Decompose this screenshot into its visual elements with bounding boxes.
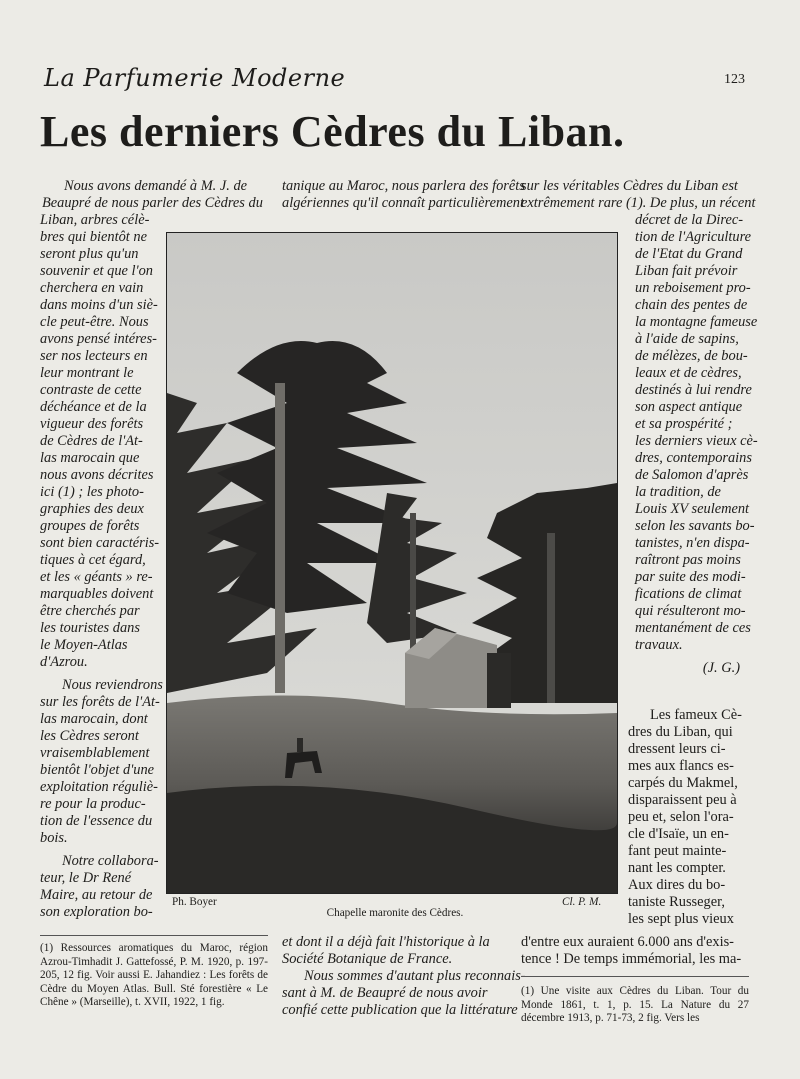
text-line: d'Azrou. [40,654,88,670]
text-line: de mélèzes, de bou- [635,348,748,364]
text-line: d'entre eux auraient 6.000 ans d'exis- [521,934,734,950]
text-line: confié cette publication que la littérature [282,1002,518,1018]
text-line: sur les forêts de l'At- [40,694,160,710]
text-line: souvenir et que l'on [40,263,153,279]
text-line: sur les véritables Cèdres du Liban est [521,178,738,194]
article-title: Les derniers Cèdres du Liban. [40,107,625,156]
text-line: Liban fait prévoir [635,263,738,279]
text-line: tiques à cet égard, [40,552,146,568]
text-line: contraste de cette [40,382,142,398]
text-line: tion de l'Agriculture [635,229,752,245]
text-line: la tradition, de [635,484,721,500]
page-number: 123 [724,72,745,87]
text-line: bientôt l'objet d'une [40,762,155,778]
text-line: la montagne fameuse [635,314,758,330]
footnote-rule [521,976,749,977]
text-line: Notre collabora- [62,853,159,869]
text-line: le Moyen-Atlas [40,637,128,653]
text-line: las marocain, dont [40,711,148,727]
text-line: las marocain que [40,450,140,466]
text-line: et dont il a déjà fait l'historique à la [282,934,490,950]
text-line: bois. [40,830,68,846]
text-line: les Cèdres seront [40,728,139,744]
text-line: Louis XV seulement [635,501,750,517]
text-line: nant les compter. [628,860,726,876]
text-line: de Salomon d'après [635,467,749,483]
text-line: Nous avons demandé à M. J. de [64,178,248,194]
col3-narrow [635,212,758,677]
text-line: fications de climat [635,586,742,602]
text-line: teur, le Dr René [40,870,132,886]
col1-top [42,178,264,212]
text-line: cle d'Isaïe, un en- [628,826,729,842]
text-line: leaux et de cèdres, [635,365,742,381]
col3-para2 [628,707,750,928]
col2-bottom [282,934,526,1019]
text-line: qui résulteront mo- [635,603,746,619]
text-line: extrêmement rare (1). De plus, un récent [521,195,756,211]
text-line: les touristes dans [40,620,140,636]
text-line: et les « géants » re- [40,569,153,585]
text-line: fant peut mainte- [628,843,727,859]
text-line: Nous reviendrons [62,677,163,693]
text-line: dres, contemporains [635,450,752,466]
text-line: à l'aide de sapins, [635,331,739,347]
text-line: Nous sommes d'autant plus reconnais- [304,968,526,984]
text-line: exploitation réguliè- [40,779,158,795]
photo-graphic [167,233,617,893]
text-line: selon les savants bo- [635,518,755,534]
text-line: leur montrant le [40,365,134,381]
text-line: graphies des deux [40,501,144,517]
text-line: décret de la Direc- [635,212,744,228]
text-line: algériennes qu'il connaît particulièrement [282,195,524,211]
text-line: carpés du Makmel, [628,775,738,791]
text-line: de Cèdres de l'At- [40,433,143,449]
text-line: destinés à lui rendre [635,382,752,398]
text-line: travaux. [635,637,683,653]
text-line: de l'Etat du Grand [635,246,743,262]
text-line: avons pensé intéres- [40,331,157,347]
text-line: tanistes, n'en dispa- [635,535,750,551]
text-line: nous avons décrites [40,467,154,483]
text-line: groupes de forêts [40,518,140,534]
text-line: bres qui bientôt ne [40,229,147,245]
text-line: tanique au Maroc, nous parlera des forêts [282,178,525,194]
text-line: son aspect antique [635,399,743,415]
text-line: tion de l'essence du [40,813,153,829]
footnote-rule [40,935,268,936]
text-line: disparaissent peu à [628,792,737,808]
text-line: Les fameux Cè- [650,707,742,723]
photo-caption: Chapelle maronite des Cèdres. [326,907,464,919]
text-line: Maire, au retour de [40,887,153,903]
text-line: Beaupré de nous parler des Cèdres du [42,195,263,211]
text-line: dans moins d'un siè- [40,297,158,313]
cedar-photo [166,232,618,894]
text-line: chain des pentes de [635,297,748,313]
text-line: déchéance et de la [40,399,147,415]
text-line: et sa prospérité ; [635,416,733,432]
text-line: Liban, arbres célè- [40,212,150,228]
col2-top [282,178,525,212]
text-line: vraisemblablement [40,745,150,761]
text-line: peu et, selon l'ora- [628,809,734,825]
text-line: re pour la produc- [40,796,146,812]
text-line: Société Botanique de France. [282,951,453,967]
text-line: tence ! De temps immémorial, les ma- [521,951,742,967]
text-line: par suite des modi- [635,569,746,585]
text-line: mes aux flancs es- [628,758,734,774]
text-line: raîtront pas moins [635,552,741,568]
text-line: ici (1) ; les photo- [40,484,144,500]
text-line: sont bien caractéris- [40,535,160,551]
text-line: mentanément de ces [635,620,751,636]
footnote-2: (1) Une visite aux Cèdres du Liban. Tour du Monde 1861, t. 1, p. 15. La Nature du 27 décembre 1913, p. 71-73, 2 fig. Vers les [521,985,749,1025]
text-line: les derniers vieux cè- [635,433,758,449]
text-line: les sept plus vieux [628,911,734,927]
text-line: Aux dires du bo- [628,877,726,893]
col1-narrow [40,212,163,921]
text-line: ser nos lecteurs en [40,348,148,364]
text-line: son exploration bo- [40,904,153,920]
signature: (J. G.) [702,660,740,676]
text-line: dressent leurs ci- [628,741,726,757]
text-line: seront plus qu'un [40,246,139,262]
text-line: vigueur des forêts [40,416,144,432]
col3-wide [521,934,751,968]
photo-credit-right: Cl. P. M. [562,896,602,908]
text-line: être cherchés par [40,603,140,619]
text-line: taniste Russeger, [628,894,725,910]
text-line: sant à M. de Beaupré de nous avoir [282,985,488,1001]
text-line: un reboisement pro- [635,280,751,296]
text-line: cherchera en vain [40,280,144,296]
col3-top [521,178,756,212]
text-line: cle peut-être. Nous [40,314,149,330]
photo-credit-left: Ph. Boyer [172,896,217,908]
text-line: marquables doivent [40,586,154,602]
footnote-1: (1) Ressources aromatiques du Maroc, région Azrou-Timhadit J. Gattefossé, P. M. 1920, p. 197-205, 12 fig. Voir aussi E. Jahandiez : Les forêts de Cèdre du Moyen Atlas. Bull. Sté forestière « Le Chêne » (Marseille), t. XVII, 1922, 1 fig. [40,942,268,1009]
text-line: dres du Liban, qui [628,724,733,740]
magazine-title: La Parfumerie Moderne [44,64,346,92]
